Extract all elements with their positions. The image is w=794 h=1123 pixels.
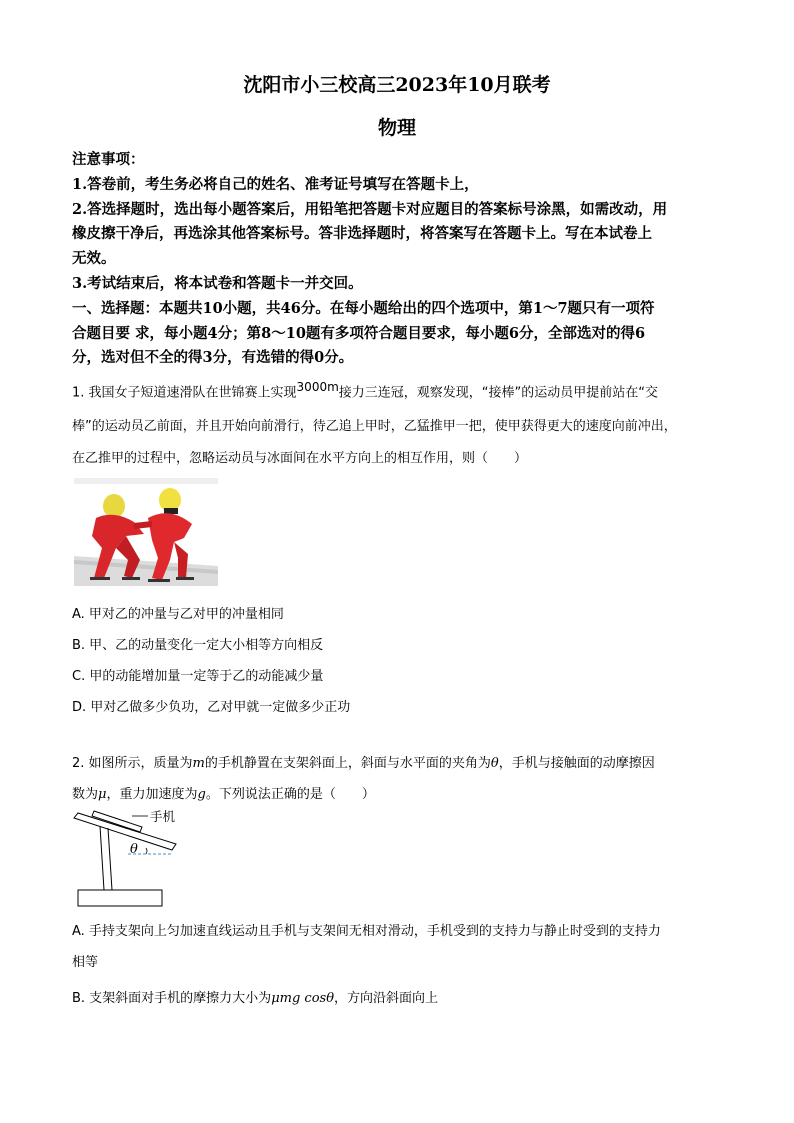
q1-stem-line: 棒”的运动员乙前面，并且开始向前滑行，待乙追上甲时，乙猛推甲一把，使甲获得更大的速度向前冲出，: [72, 419, 677, 434]
q2-mu-symbol: μ: [98, 787, 107, 802]
q2-stem-line: 数为μ，重力加速度为g。下列说法正确的是（ ）: [72, 787, 375, 802]
q1-option-c: C. 甲的动能增加量一定等于乙的动能减少量: [72, 669, 324, 684]
section-instruction: 分，选对但不全的得3分，有选错的得0分。: [72, 349, 354, 366]
q2-angle-symbol: θ: [490, 756, 499, 771]
notice-item: 橡皮擦干净后，再选涂其他答案标号。答非选择题时，将答案写在答题卡上。写在本试卷上: [72, 225, 652, 242]
q1-option-a: A. 甲对乙的冲量与乙对甲的冲量相同: [72, 607, 284, 622]
q2-option-a-cont: 相等: [72, 955, 99, 970]
q1-distance: 3000m: [296, 380, 339, 394]
q1-option-b: B. 甲、乙的动量变化一定大小相等方向相反: [72, 638, 324, 653]
q1-stem-line: 1. 我国女子短道速滑队在世锦赛上实现$^{3000m}$接力三连冠，观察发现，“接棒”的运动员甲提前站在“交: [72, 380, 658, 401]
q2-option-b: B. 支架斜面对手机的摩擦力大小为μmg cosθ，方向沿斜面向上: [72, 991, 439, 1006]
subject-title: 物理: [377, 117, 416, 139]
notice-item: 2.答选择题时，选出每小题答案后，用铅笔把答题卡对应题目的答案标号涂黑，如需改动，用: [72, 201, 668, 218]
angle-label: θ: [130, 842, 138, 857]
section-instruction: 合题目要 求，每小题4分；第8～10题有多项符合题目要求，每小题6分，全部选对的得6: [72, 325, 646, 342]
q1-option-d: D. 甲对乙做多少负功，乙对甲就一定做多少正功: [72, 700, 351, 715]
phone-label: 手机: [150, 809, 176, 824]
q2-option-a: A. 手持支架向上匀加速直线运动且手机与支架间无相对滑动，手机受到的支持力与静止时受到的支持力: [72, 924, 661, 939]
exam-title: 沈阳市小三校高三2023年10月联考: [243, 74, 551, 96]
notice-item: 无效。: [72, 250, 116, 267]
q1-stem-line: 在乙推甲的过程中，忽略运动员与冰面间在水平方向上的相互作用，则（ ）: [72, 451, 528, 466]
speed-skaters-photo: [74, 478, 218, 586]
notice-item: 3.考试结束后，将本试卷和答题卡一并交回。: [72, 275, 363, 292]
q2-mass-symbol: m: [192, 756, 205, 771]
notice-heading: 注意事项：: [72, 151, 145, 168]
section-instruction: 一、选择题：本题共10小题，共46分。在每小题给出的四个选项中，第1～7题只有一项符: [72, 300, 655, 317]
q2-g-symbol: g: [197, 787, 206, 802]
q2-friction-expression: μmg cosθ: [271, 991, 335, 1006]
q2-stem-line: 2. 如图所示，质量为m的手机静置在支架斜面上，斜面与水平面的夹角为θ，手机与接触面的动摩擦因: [72, 756, 655, 771]
notice-item: 1.答卷前，考生务必将自己的姓名、准考证号填写在答题卡上，: [72, 176, 479, 193]
